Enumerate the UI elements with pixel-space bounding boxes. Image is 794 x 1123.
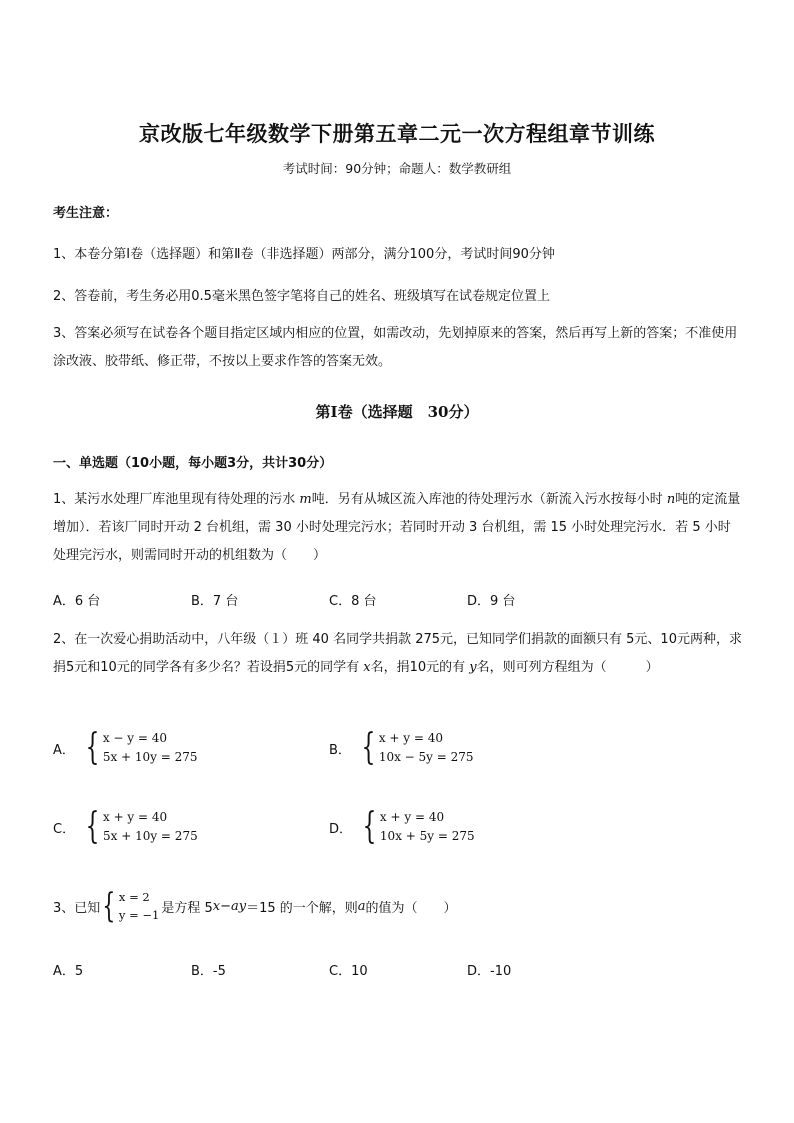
solution-x: x = 2: [118, 890, 150, 904]
left-brace-icon: {: [85, 727, 100, 768]
var-n: n: [666, 492, 676, 507]
q2-text-b: 名，捐10元的有: [370, 660, 470, 675]
q3-option-d: D．-10: [467, 964, 512, 979]
q1-option-d: D．9 台: [467, 594, 516, 609]
option-label: A．: [53, 742, 75, 758]
equation-system: [103, 729, 198, 767]
var-x: x: [363, 660, 371, 675]
q2-option-d: [329, 808, 475, 846]
equation-2: 5x + 10y = 275: [102, 750, 198, 764]
q2-text-c: 名，则可列方程组为（ ）: [476, 660, 659, 675]
equation-2: 5x + 10y = 275: [102, 829, 198, 843]
var-ay: ay: [230, 898, 247, 914]
equation-system: [103, 808, 198, 846]
var-a: a: [357, 898, 366, 914]
var-x: x: [212, 898, 221, 914]
notice-item-2: 2、答卷前，考生务必用0.5毫米黑色签字笔将自己的姓名、班级填写在试卷规定位置上: [53, 289, 550, 304]
notice-item-1: 1、本卷分第Ⅰ卷（选择题）和第Ⅱ卷（非选择题）两部分，满分100分，考试时间90分钟: [53, 247, 555, 262]
q1-text-b: 吨．另有从城区流入库池的待处理污水（新流入污水按每小时: [311, 492, 667, 507]
q1-option-a: A．6 台: [53, 594, 101, 609]
equation-system: [379, 729, 474, 767]
q3-option-b: B．-5: [191, 964, 226, 979]
left-brace-icon: {: [362, 806, 377, 847]
option-label: D．: [329, 821, 353, 837]
equation-1: x + y = 40: [378, 731, 444, 745]
var-m: m: [299, 492, 312, 507]
q3-text-a: 是方程 5: [161, 900, 213, 916]
q1-option-b: B．7 台: [191, 594, 239, 609]
equation-2: 10x − 5y = 275: [378, 750, 474, 764]
q2-text-a: 2、在一次爱心捐助活动中，八年级（１）班 40 名同学共捐款 275元，已知同学们捐款的面额只有 5元、10元两种，求捐5元和10元的同学各有多少名？若设捐5元的同学有: [53, 632, 742, 675]
notice-heading: 考生注意：: [53, 206, 119, 221]
q3-option-c: C．10: [329, 964, 368, 979]
section-heading: 一、单选题（10小题，每小题3分，共计30分）: [53, 456, 333, 471]
option-label: C．: [53, 821, 76, 837]
var-y: y: [469, 660, 477, 675]
q3-text-b: ＝15 的一个解，则: [246, 900, 358, 916]
equation-1: x + y = 40: [379, 810, 445, 824]
solution-system: [119, 888, 159, 924]
minus-sign: −: [220, 898, 231, 914]
notice-item-3: 3、答案必须写在试卷各个题目指定区域内相应的位置，如需改动，先划掉原来的答案，然后再写上新的答案；不准使用涂改液、胶带纸、修正带，不按以上要求作答的答案无效。: [53, 326, 738, 369]
document-title: 京改版七年级数学下册第五章二元一次方程组章节训练: [139, 121, 655, 146]
q1-text-a: 1、某污水处理厂库池里现有待处理的污水: [53, 492, 300, 507]
left-brace-icon: {: [102, 886, 116, 926]
question-1: [53, 486, 743, 570]
left-brace-icon: {: [361, 727, 376, 768]
question-2: [53, 626, 743, 682]
q2-option-b: [329, 729, 474, 767]
exam-info: 考试时间：90分钟；命题人：数学教研组: [282, 161, 512, 176]
q2-option-c: [53, 808, 198, 846]
q1-text-c: 吨的定流量增加）．若该厂同时开动 2 台机组，需 30 小时处理完污水；若同时开动 3 台机组，需 15 小时处理完污水．若 5 小时处理完污水，则需同时开动的机组数为（ ）: [53, 492, 741, 563]
q3-option-a: A．5: [53, 964, 84, 979]
left-brace-icon: {: [85, 806, 100, 847]
q1-option-c: C．8 台: [329, 594, 377, 609]
part1-title: 第Ⅰ卷（选择题 30分）: [315, 403, 479, 421]
equation-1: x + y = 40: [102, 810, 168, 824]
q2-option-a: [53, 729, 198, 767]
q3-text-c: 的值为（ ）: [365, 900, 457, 916]
equation-2: 10x + 5y = 275: [379, 829, 475, 843]
solution-y: y = −1: [118, 908, 160, 922]
equation-1: x − y = 40: [102, 731, 167, 745]
equation-system: [380, 808, 475, 846]
question-3: [53, 888, 457, 924]
q3-prefix: 3、已知: [53, 900, 101, 916]
option-label: B．: [329, 742, 351, 758]
